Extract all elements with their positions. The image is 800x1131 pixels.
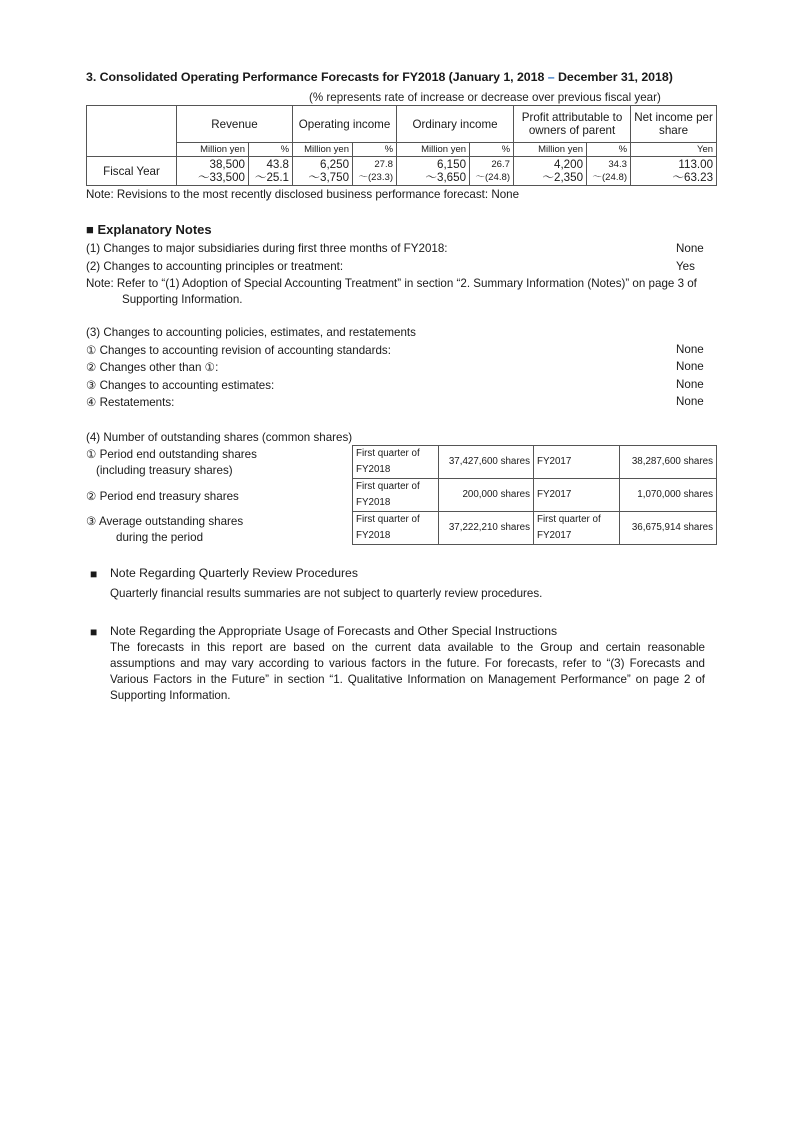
value-low: ～(23.3) xyxy=(358,172,394,183)
title-text-end: December 31, 2018) xyxy=(554,70,673,84)
sub-value: None xyxy=(676,378,704,391)
explanatory-item-1 xyxy=(86,242,706,255)
unit-cell: Million yen xyxy=(293,143,353,157)
header-net-income-per-share: Net income per share xyxy=(631,106,717,143)
square-bullet-icon: ■ xyxy=(90,625,98,639)
value-cell xyxy=(293,157,353,186)
shares-label-2: ② Period end treasury shares xyxy=(86,490,239,503)
sub-value: None xyxy=(676,360,704,373)
item-label: (1) Changes to major subsidiaries during first three months of FY2018: xyxy=(86,242,448,255)
value-high: 26.7 xyxy=(491,159,511,170)
value-low: ～63.23 xyxy=(672,171,714,184)
sub-value: None xyxy=(676,343,704,356)
period-cell: FY2017 xyxy=(534,446,620,479)
unit-cell: % xyxy=(470,143,514,157)
value-cell xyxy=(514,157,587,186)
value-low: ～33,500 xyxy=(197,171,245,184)
explanatory-item-3-sub-2 xyxy=(86,360,706,374)
item-label: (2) Changes to accounting principles or treatment: xyxy=(86,260,344,273)
period-cell: FY2017 xyxy=(534,479,620,512)
forecast-revision-note: Note: Revisions to the most recently disclosed business performance forecast: None xyxy=(86,188,520,201)
value-high: 43.8 xyxy=(266,158,290,171)
period-cell: First quarter of FY2018 xyxy=(353,479,439,512)
header-operating-income: Operating income xyxy=(293,106,397,143)
value-cell xyxy=(249,157,293,186)
unit-cell: % xyxy=(587,143,631,157)
percentage-note: (% represents rate of increase or decrease over previous fiscal year) xyxy=(309,91,661,104)
value-high: 4,200 xyxy=(554,158,584,171)
shares-value: 38,287,600 shares xyxy=(620,446,717,479)
shares-table xyxy=(352,445,717,545)
review-note-body: Quarterly financial results summaries are not subject to quarterly review procedures. xyxy=(110,587,543,600)
value-high: 34.3 xyxy=(608,159,628,170)
explanatory-item-3: (3) Changes to accounting policies, estimates, and restatements xyxy=(86,326,416,339)
explanatory-item-2 xyxy=(86,260,706,273)
shares-value: 36,675,914 shares xyxy=(620,512,717,545)
shares-label-3: ③ Average outstanding shares xyxy=(86,515,244,528)
value-high: 113.00 xyxy=(678,158,714,171)
unit-cell: Yen xyxy=(631,143,717,157)
shares-value: 1,070,000 shares xyxy=(620,479,717,512)
header-profit-attributable: Profit attributable to owners of parent xyxy=(514,106,631,143)
value-low: ～3,650 xyxy=(425,171,467,184)
note-text: Note: Refer to “(1) Adoption of Special Accounting Treatment” in section “2. Summary Information (Notes)” on page 3 of Supporting Information. xyxy=(86,277,697,306)
explanatory-notes-heading: ■ Explanatory Notes xyxy=(86,222,212,237)
period-cell: First quarter of FY2018 xyxy=(353,512,439,545)
value-high: 38,500 xyxy=(209,158,245,171)
title-dash: – xyxy=(547,70,555,84)
value-low: ～3,750 xyxy=(308,171,350,184)
value-cell xyxy=(397,157,470,186)
shares-label-3b: during the period xyxy=(116,531,204,544)
value-cell xyxy=(177,157,249,186)
forecast-unit-row xyxy=(87,143,717,157)
forecast-table xyxy=(86,105,717,186)
review-note-heading: Note Regarding Quarterly Review Procedures xyxy=(110,566,358,580)
shares-value: 37,222,210 shares xyxy=(439,512,534,545)
sub-label: ① Changes to accounting revision of accounting standards: xyxy=(86,344,391,357)
explanatory-item-4: (4) Number of outstanding shares (common shares) xyxy=(86,431,353,444)
value-cell xyxy=(631,157,717,186)
forecast-value-row xyxy=(87,157,717,186)
item-value: None xyxy=(676,242,704,255)
value-low: ～(24.8) xyxy=(475,172,511,183)
forecast-section-title xyxy=(86,70,673,84)
header-ordinary-income: Ordinary income xyxy=(397,106,514,143)
value-low: ～(24.8) xyxy=(592,172,628,183)
period-cell: First quarter of FY2017 xyxy=(534,512,620,545)
value-cell xyxy=(470,157,514,186)
sub-label: ② Changes other than ①: xyxy=(86,361,219,374)
period-cell: First quarter of FY2018 xyxy=(353,446,439,479)
shares-label-line1: ① Period end outstanding shares xyxy=(86,448,257,461)
shares-value: 37,427,600 shares xyxy=(439,446,534,479)
explanatory-item-3-sub-3 xyxy=(86,378,706,392)
sub-label: ③ Changes to accounting estimates: xyxy=(86,379,275,392)
shares-row-treasury xyxy=(353,479,717,512)
title-text: 3. Consolidated Operating Performance Forecasts for FY2018 (January 1, 2018 xyxy=(86,70,548,84)
sub-value: None xyxy=(676,395,704,408)
value-low: ～2,350 xyxy=(542,171,584,184)
unit-cell: % xyxy=(353,143,397,157)
row-label-fiscal-year: Fiscal Year xyxy=(87,157,177,186)
square-bullet-icon: ■ xyxy=(90,567,98,581)
shares-row-outstanding xyxy=(353,446,717,479)
value-cell xyxy=(587,157,631,186)
usage-note-body: The forecasts in this report are based on the current data available to the Group and certain reasonable assumptions and may vary according to various factors in the future. For forecasts, refer to “(3) Forecasts and Various Factors in the Future” in section “1. Qualitative Information on Management Performance” on page 2 of Supporting Information. xyxy=(110,641,705,702)
shares-value: 200,000 shares xyxy=(439,479,534,512)
corner-cell xyxy=(87,106,177,157)
value-high: 27.8 xyxy=(374,159,394,170)
value-cell xyxy=(353,157,397,186)
header-revenue: Revenue xyxy=(177,106,293,143)
explanatory-item-3-sub-1 xyxy=(86,343,706,357)
unit-cell: Million yen xyxy=(397,143,470,157)
item-value: Yes xyxy=(676,260,695,273)
usage-note-heading: Note Regarding the Appropriate Usage of Forecasts and Other Special Instructions xyxy=(110,624,558,638)
accounting-treatment-note xyxy=(86,276,716,308)
unit-cell: Million yen xyxy=(514,143,587,157)
value-high: 6,150 xyxy=(437,158,467,171)
value-low: ～25.1 xyxy=(254,171,290,184)
shares-label-1b: (including treasury shares) xyxy=(96,464,233,477)
unit-cell: Million yen xyxy=(177,143,249,157)
unit-cell: % xyxy=(249,143,293,157)
shares-row-average xyxy=(353,512,717,545)
forecast-header-row xyxy=(87,106,717,143)
explanatory-item-3-sub-4 xyxy=(86,395,706,409)
sub-label: ④ Restatements: xyxy=(86,396,175,409)
value-high: 6,250 xyxy=(320,158,350,171)
